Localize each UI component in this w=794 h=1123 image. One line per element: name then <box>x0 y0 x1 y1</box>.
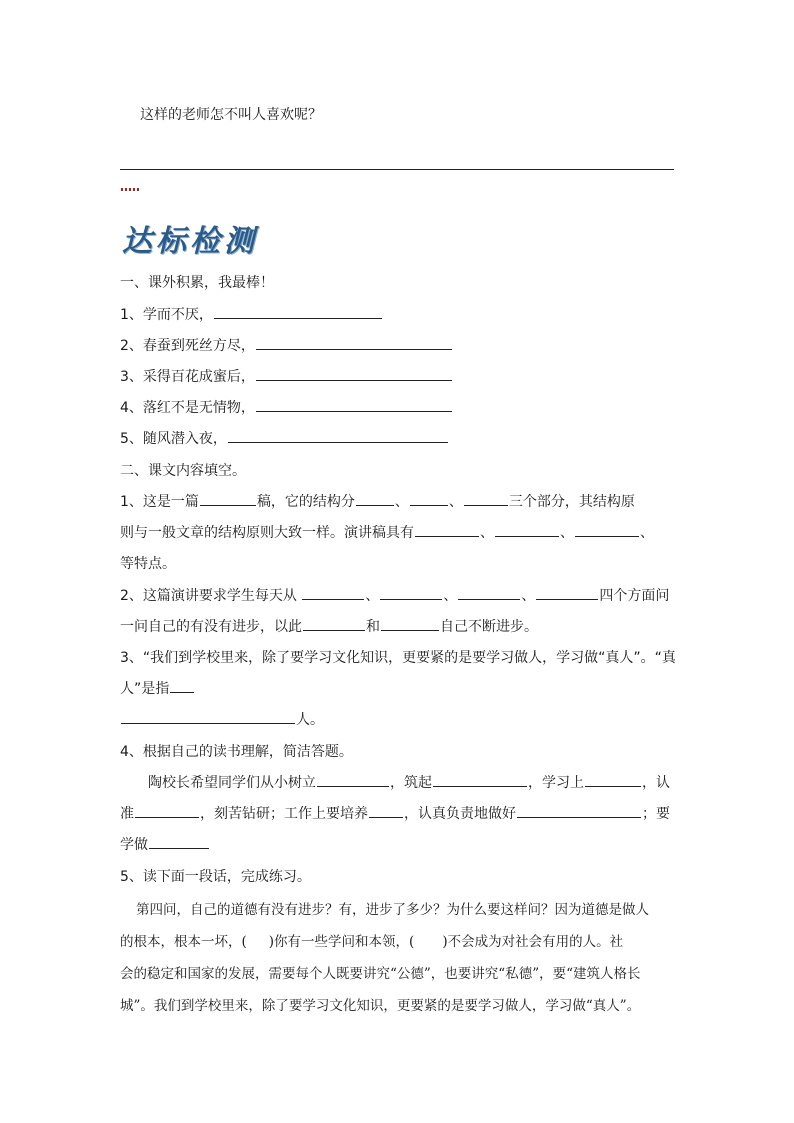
answer-blank[interactable] <box>317 772 389 787</box>
answer-blank[interactable] <box>356 491 394 506</box>
q1-line-1: 1、这是一篇 稿，它的结构分 、 、 三个部分，其结构原 <box>120 491 635 511</box>
passage-line-2: 的根本，根本一坏，( )你有一些学问和本领，( )不会成为对社会有用的人。社 <box>120 934 624 950</box>
part1-item-2: 2、春蚕到死丝方尽， <box>120 335 453 355</box>
answer-blank[interactable] <box>433 772 527 787</box>
answer-blank[interactable] <box>536 585 598 600</box>
answer-blank[interactable] <box>256 335 452 350</box>
answer-blank[interactable] <box>302 585 364 600</box>
divider-line <box>120 169 674 170</box>
passage-line-1: 第四问，自己的道德有没有进步？有，进步了多少？为什么要这样问？因为道德是做人 <box>136 902 649 918</box>
answer-blank[interactable] <box>458 585 520 600</box>
answer-blank[interactable] <box>381 616 439 631</box>
answer-blank[interactable] <box>575 522 639 537</box>
q2-line-1: 2、这篇演讲要求学生每天从 、 、 、 四个方面问 <box>120 585 669 605</box>
part2-heading: 二、课文内容填空。 <box>120 463 246 479</box>
q5-heading: 5、读下面一段话，完成练习。 <box>120 869 311 885</box>
answer-blank[interactable] <box>149 834 209 849</box>
q4-line-2: 准 ，刻苦钻研；工作上要培养 ，认真负责地做好 ；要 <box>120 803 670 823</box>
answer-blank[interactable] <box>200 491 256 506</box>
answer-blank[interactable] <box>121 709 295 724</box>
answer-blank[interactable] <box>517 803 641 818</box>
part1-item-4: 4、落红不是无情物， <box>120 397 453 417</box>
answer-blank[interactable] <box>380 585 442 600</box>
q1-line-3: 等特点。 <box>120 556 176 572</box>
section-title: 达标检测 <box>122 224 258 259</box>
part1-item-1: 1、学而不厌， <box>120 304 383 324</box>
part1-heading: 一、课外积累，我最棒！ <box>120 275 274 291</box>
q4-line-3: 学做 <box>120 834 210 854</box>
answer-blank[interactable] <box>256 397 452 412</box>
decorative-mark <box>121 188 139 191</box>
answer-blank[interactable] <box>170 678 194 693</box>
answer-blank[interactable] <box>214 304 382 319</box>
q1-line-2: 则与一般文章的结构原则大致一样。演讲稿具有 、 、 、 <box>120 522 654 542</box>
q4-heading: 4、根据自己的读书理解，简洁答题。 <box>120 744 353 760</box>
answer-blank[interactable] <box>415 522 479 537</box>
answer-blank[interactable] <box>495 522 559 537</box>
q3-line-1: 3、“我们到学校里来，除了要学习文化知识，更要紧的是要学习做人，学习做“真人”。“真 <box>120 650 676 666</box>
answer-blank[interactable] <box>135 803 199 818</box>
q3-line-3: 人。 <box>120 709 324 729</box>
intro-sentence: 这样的老师怎不叫人喜欢呢？ <box>140 107 322 123</box>
q3-line-2: 人”是指 <box>120 678 195 698</box>
q2-line-2: 一问自己的有没有进步，以此 和 自己不断进步。 <box>120 616 538 636</box>
answer-blank[interactable] <box>303 616 365 631</box>
passage-line-3: 会的稳定和国家的发展，需要每个人既要讲究“公德”，也要讲究“私德”，要“建筑人格长 <box>120 966 641 982</box>
answer-blank[interactable] <box>464 491 508 506</box>
answer-blank[interactable] <box>228 428 448 443</box>
passage-line-4: 城”。我们到学校里来，除了要学习文化知识，更要紧的是要学习做人，学习做“真人”。 <box>120 998 641 1014</box>
answer-blank[interactable] <box>410 491 448 506</box>
part1-item-5: 5、随风潜入夜， <box>120 428 449 448</box>
answer-blank[interactable] <box>369 803 403 818</box>
answer-blank[interactable] <box>585 772 641 787</box>
q4-line-1: 陶校长希望同学们从小树立 ，筑起 ，学习上 ，认 <box>148 772 670 792</box>
part1-item-3: 3、采得百花成蜜后， <box>120 366 453 386</box>
answer-blank[interactable] <box>256 366 452 381</box>
